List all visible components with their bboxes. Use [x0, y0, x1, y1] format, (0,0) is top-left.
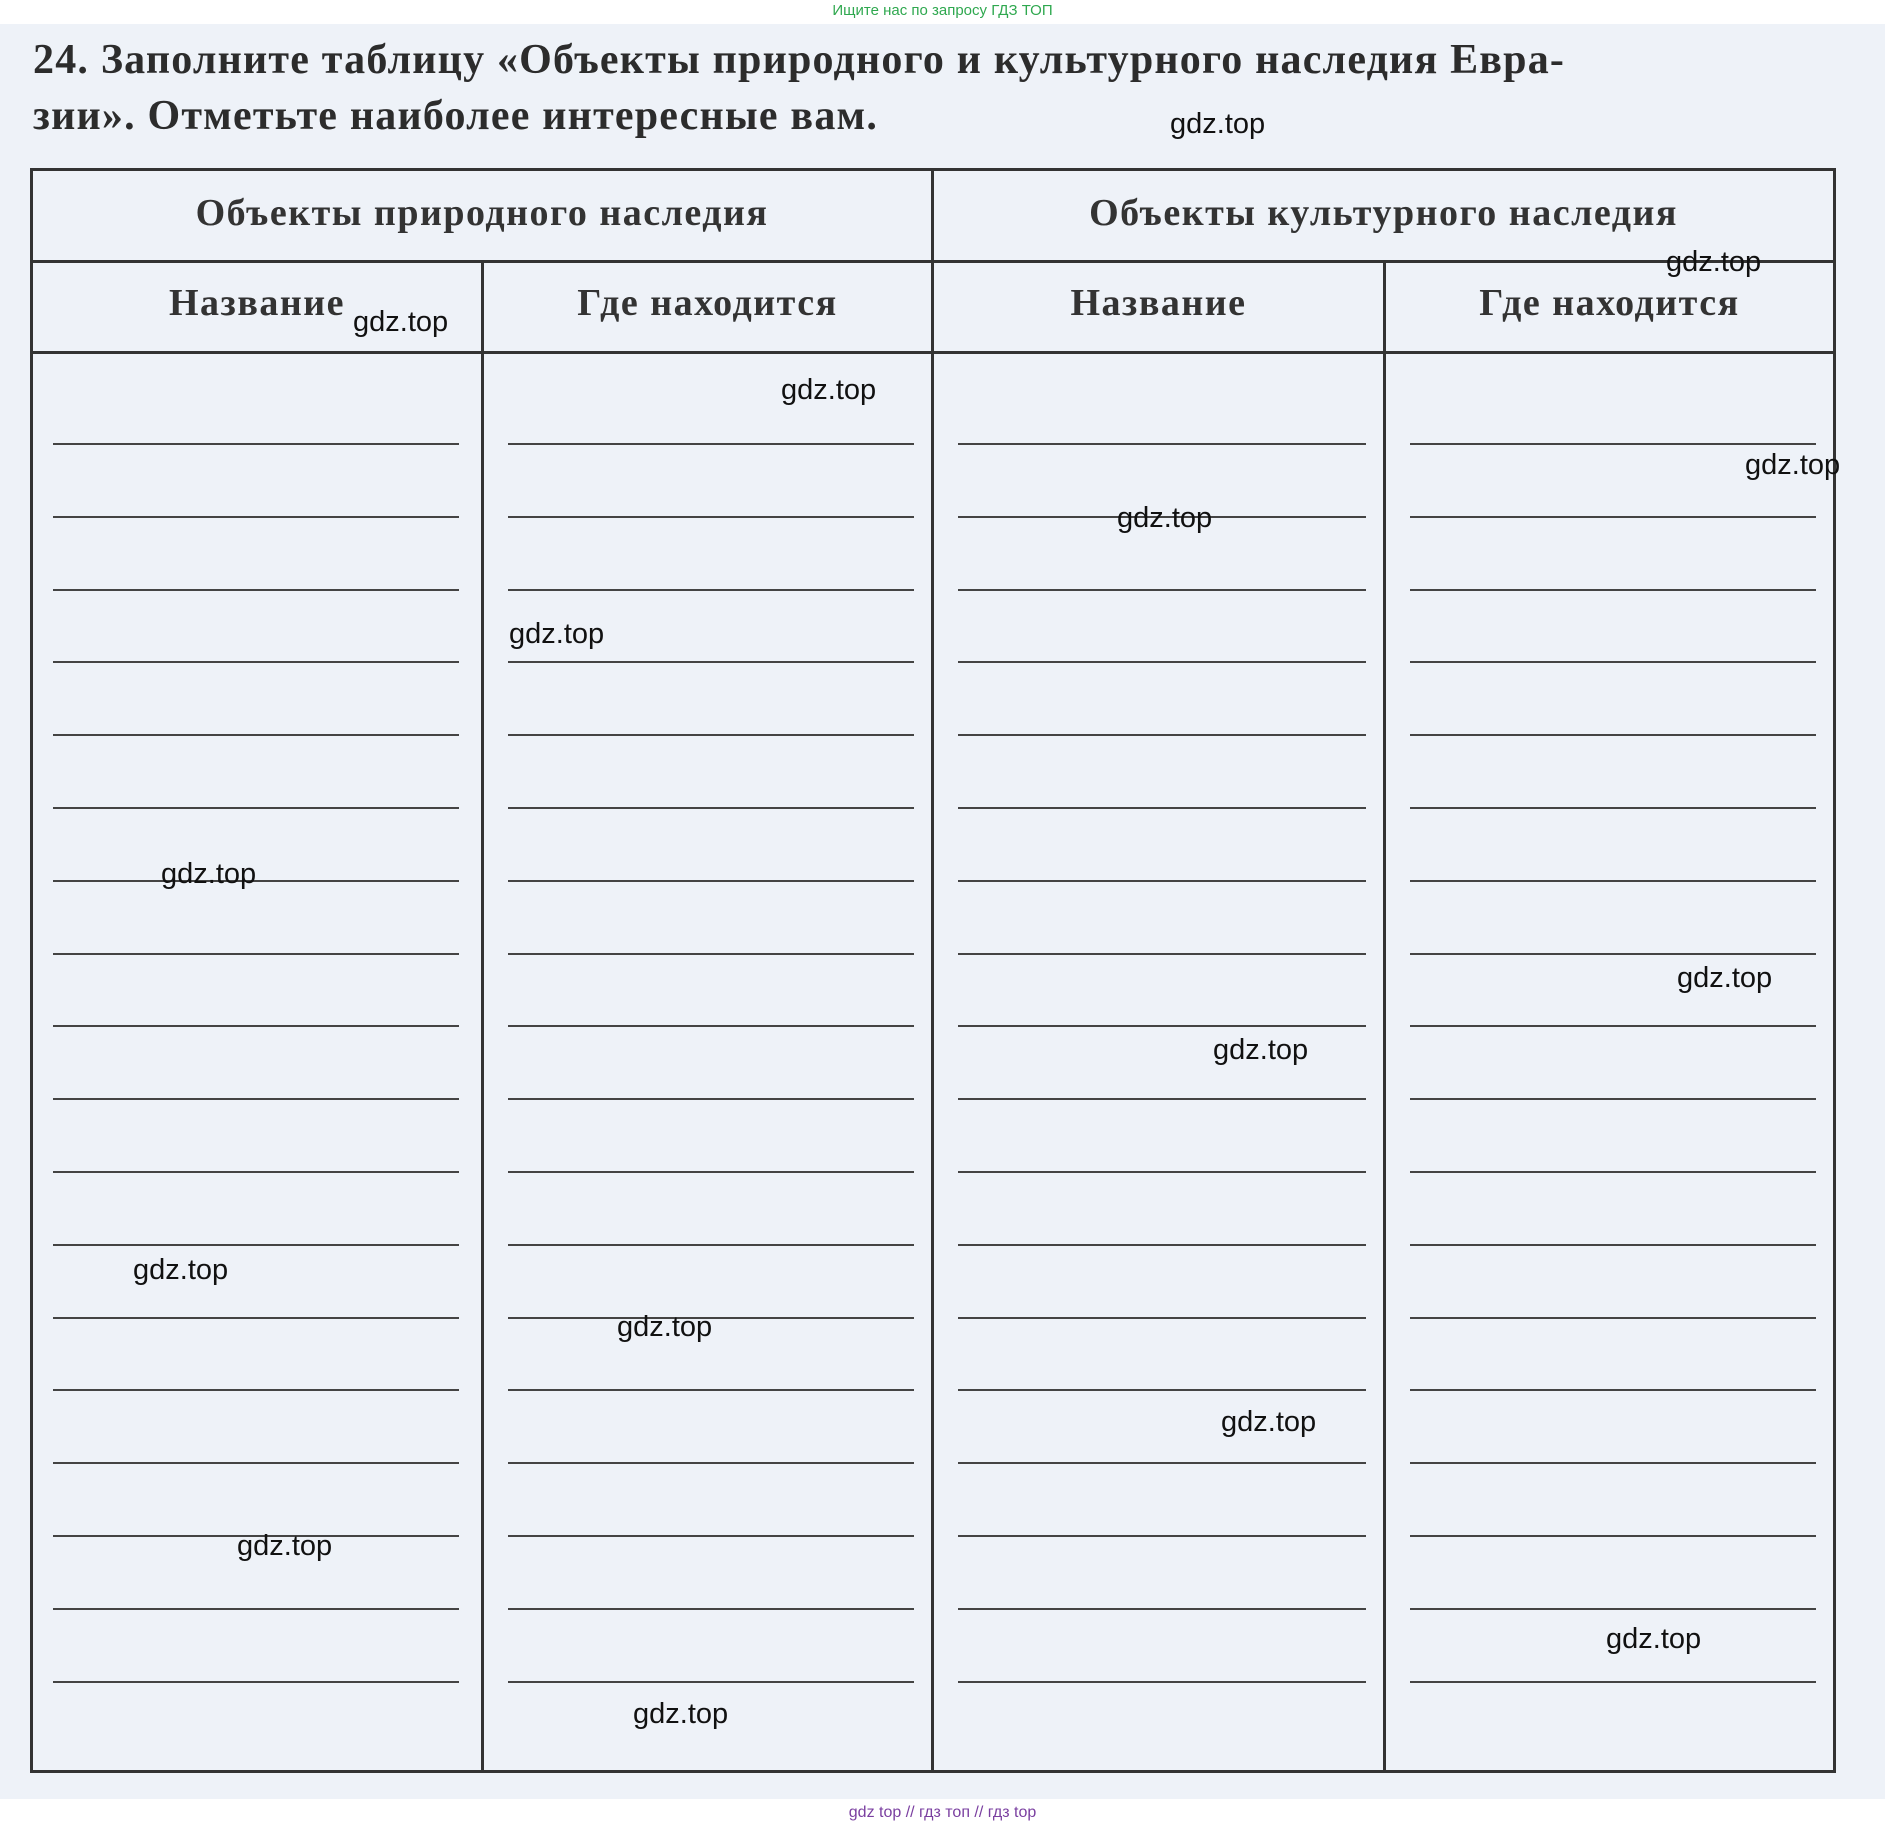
cultural-location-writing-line[interactable] [1410, 1681, 1816, 1683]
watermark: gdz.top [633, 1698, 729, 1730]
watermark: gdz.top [1170, 108, 1266, 140]
natural-name-writing-line[interactable] [53, 1608, 459, 1610]
cultural-name-writing-line[interactable] [958, 880, 1366, 882]
bottom-banner[interactable]: gdz top // гдз топ // гдз top [848, 1804, 1037, 1821]
group-divider [931, 171, 934, 1770]
watermark: gdz.top [1677, 962, 1773, 994]
cultural-heritage-header: Объекты культурного наследия [1089, 192, 1678, 234]
watermark: gdz.top [237, 1530, 333, 1562]
cultural-location-header: Где находится [1479, 282, 1740, 324]
natural-location-writing-line[interactable] [508, 953, 914, 955]
natural-location-writing-line[interactable] [508, 1462, 914, 1464]
task-text [33, 32, 1833, 144]
natural-location-writing-line[interactable] [508, 516, 914, 518]
task-number: 24. [33, 37, 90, 83]
natural-heritage-header: Объекты природного наследия [195, 192, 769, 234]
watermark: gdz.top [1213, 1034, 1309, 1066]
cultural-location-writing-line[interactable] [1410, 443, 1816, 445]
cultural-name-writing-line[interactable] [958, 1171, 1366, 1173]
natural-name-writing-line[interactable] [53, 1025, 459, 1027]
natural-location-writing-line[interactable] [508, 1535, 914, 1537]
watermark: gdz.top [1666, 246, 1762, 278]
natural-location-writing-line[interactable] [508, 661, 914, 663]
natural-location-writing-line[interactable] [508, 1171, 914, 1173]
natural-name-writing-line[interactable] [53, 443, 459, 445]
cultural-location-writing-line[interactable] [1410, 1535, 1816, 1537]
cultural-name-writing-line[interactable] [958, 1608, 1366, 1610]
natural-location-writing-line[interactable] [508, 1681, 914, 1683]
cultural-location-writing-line[interactable] [1410, 516, 1816, 518]
natural-name-header: Название [168, 282, 345, 324]
task-line-2: зии». Отметьте наиболее интересные вам. [33, 93, 879, 139]
watermark: gdz.top [133, 1254, 229, 1286]
natural-name-writing-line[interactable] [53, 1681, 459, 1683]
natural-location-writing-line[interactable] [508, 734, 914, 736]
task-line-1: Заполните таблицу «Объекты природного и культурного наследия Евра- [100, 37, 1566, 83]
natural-location-writing-line[interactable] [508, 807, 914, 809]
cultural-name-writing-line[interactable] [958, 1317, 1366, 1319]
cultural-name-writing-line[interactable] [958, 953, 1366, 955]
watermark: gdz.top [1117, 502, 1213, 534]
watermark: gdz.top [161, 858, 257, 890]
natural-name-writing-line[interactable] [53, 1317, 459, 1319]
cultural-location-writing-line[interactable] [1410, 1389, 1816, 1391]
cultural-name-writing-line[interactable] [958, 661, 1366, 663]
natural-location-writing-line[interactable] [508, 1244, 914, 1246]
natural-location-header: Где находится [577, 282, 838, 324]
cultural-name-writing-line[interactable] [958, 1098, 1366, 1100]
natural-name-writing-line[interactable] [53, 953, 459, 955]
cultural-name-writing-line[interactable] [958, 1025, 1366, 1027]
cultural-location-writing-line[interactable] [1410, 1025, 1816, 1027]
cultural-name-writing-line[interactable] [958, 1462, 1366, 1464]
natural-location-writing-line[interactable] [508, 443, 914, 445]
cultural-name-writing-line[interactable] [958, 443, 1366, 445]
cultural-col-divider [1383, 260, 1386, 1770]
natural-location-writing-line[interactable] [508, 1098, 914, 1100]
natural-name-writing-line[interactable] [53, 516, 459, 518]
natural-name-writing-line[interactable] [53, 1098, 459, 1100]
watermark: gdz.top [353, 306, 449, 338]
natural-name-writing-line[interactable] [53, 1171, 459, 1173]
watermark: gdz.top [617, 1311, 713, 1343]
cultural-name-writing-line[interactable] [958, 589, 1366, 591]
natural-name-writing-line[interactable] [53, 734, 459, 736]
cultural-name-header: Название [1070, 282, 1247, 324]
natural-col-divider [481, 260, 484, 1770]
natural-name-writing-line[interactable] [53, 661, 459, 663]
cultural-location-writing-line[interactable] [1410, 1317, 1816, 1319]
natural-name-writing-line[interactable] [53, 807, 459, 809]
top-banner[interactable]: Ищите нас по запросу ГДЗ ТОП [832, 2, 1053, 19]
watermark: gdz.top [1221, 1406, 1317, 1438]
watermark: gdz.top [781, 374, 877, 406]
cultural-location-writing-line[interactable] [1410, 1462, 1816, 1464]
cultural-location-writing-line[interactable] [1410, 880, 1816, 882]
natural-name-writing-line[interactable] [53, 1462, 459, 1464]
natural-name-writing-line[interactable] [53, 1389, 459, 1391]
cultural-name-writing-line[interactable] [958, 807, 1366, 809]
natural-name-writing-line[interactable] [53, 1244, 459, 1246]
cultural-location-writing-line[interactable] [1410, 1171, 1816, 1173]
cultural-name-writing-line[interactable] [958, 1535, 1366, 1537]
natural-location-writing-line[interactable] [508, 1608, 914, 1610]
natural-location-writing-line[interactable] [508, 589, 914, 591]
cultural-location-writing-line[interactable] [1410, 1244, 1816, 1246]
watermark: gdz.top [1745, 449, 1841, 481]
cultural-location-writing-line[interactable] [1410, 589, 1816, 591]
cultural-location-writing-line[interactable] [1410, 807, 1816, 809]
cultural-location-writing-line[interactable] [1410, 1608, 1816, 1610]
natural-location-writing-line[interactable] [508, 880, 914, 882]
cultural-location-writing-line[interactable] [1410, 1098, 1816, 1100]
cultural-name-writing-line[interactable] [958, 734, 1366, 736]
natural-location-writing-line[interactable] [508, 1389, 914, 1391]
cultural-location-writing-line[interactable] [1410, 661, 1816, 663]
cultural-location-writing-line[interactable] [1410, 953, 1816, 955]
natural-location-writing-line[interactable] [508, 1025, 914, 1027]
watermark: gdz.top [1606, 1623, 1702, 1655]
watermark: gdz.top [509, 618, 605, 650]
natural-name-writing-line[interactable] [53, 589, 459, 591]
cultural-name-writing-line[interactable] [958, 1389, 1366, 1391]
cultural-location-writing-line[interactable] [1410, 734, 1816, 736]
cultural-name-writing-line[interactable] [958, 1244, 1366, 1246]
cultural-name-writing-line[interactable] [958, 1681, 1366, 1683]
